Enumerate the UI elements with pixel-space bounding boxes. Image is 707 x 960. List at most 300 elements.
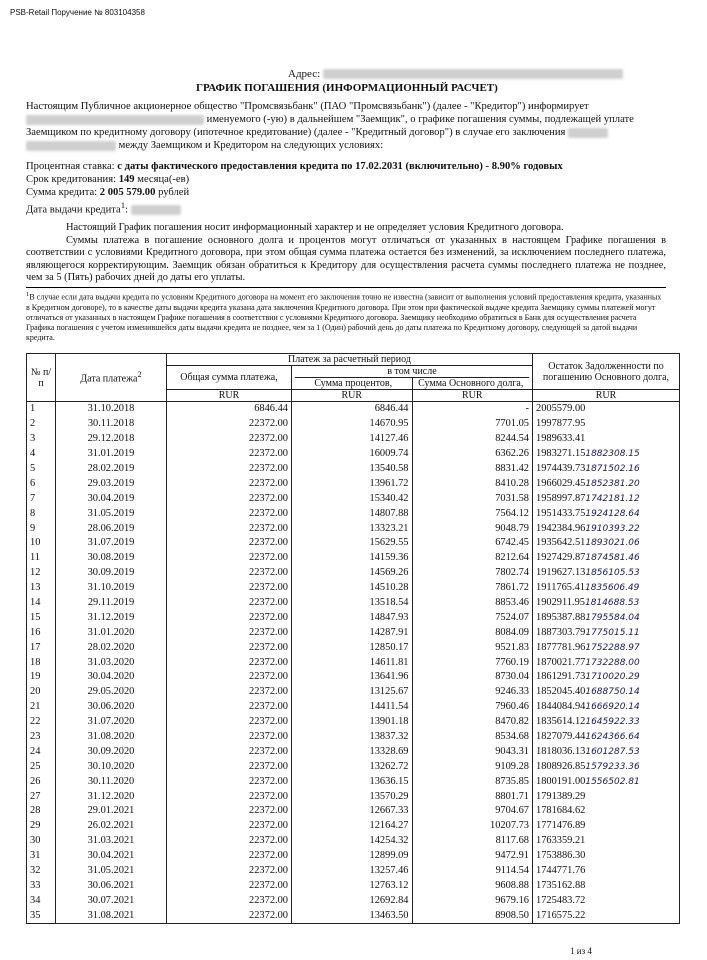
table-row (27, 908, 680, 923)
handwritten-balance-note: 1624366.64 (585, 732, 640, 743)
balance-value: 1974439.73 (536, 463, 586, 474)
total-payment: 22372.00 (167, 640, 292, 655)
col-date-footnote-mark: 2 (137, 370, 142, 380)
handwritten-balance-note: 1835606.49 (584, 583, 640, 594)
footnote-mark: 1 (26, 291, 30, 298)
balance-value: 1808926.85 (536, 760, 586, 772)
table-row (27, 685, 680, 700)
col-incl-header (292, 366, 533, 390)
payment-date: 30.04.2020 (56, 670, 167, 685)
payment-date: 30.11.2020 (56, 774, 167, 789)
total-payment: 22372.00 (167, 521, 292, 536)
payment-date: 31.05.2021 (56, 864, 167, 879)
table-row (27, 744, 680, 759)
principal-amount: 9048.79 (412, 521, 533, 536)
remaining-balance (533, 491, 680, 506)
payment-date: 31.07.2020 (56, 715, 167, 730)
table-row (27, 551, 680, 566)
handwritten-balance-note: 1579233.36 (585, 761, 640, 772)
term-value: 149 (118, 174, 135, 185)
amount-value: 2 005 579.00 (99, 187, 156, 198)
total-payment: 22372.00 (167, 491, 292, 506)
payment-date: 31.03.2021 (56, 834, 167, 849)
principal-amount: 7960.46 (412, 700, 533, 715)
payment-date: 28.02.2019 (56, 462, 167, 477)
interest-amount: 14670.95 (292, 417, 413, 432)
remaining-balance: 1763359.21 (533, 834, 680, 849)
interest-amount: 12692.84 (292, 893, 413, 908)
total-payment: 22372.00 (167, 476, 292, 491)
remaining-balance (533, 521, 680, 536)
payment-date: 28.06.2019 (56, 521, 167, 536)
remaining-balance: 2005579.00 (533, 402, 680, 417)
rate-row (26, 160, 563, 173)
intro-line-4 (26, 139, 666, 152)
remaining-balance: 1989633.41 (533, 432, 680, 447)
payment-date: 30.06.2021 (56, 879, 167, 894)
row-number: 12 (27, 566, 56, 581)
interest-amount: 13518.54 (292, 596, 413, 611)
total-payment: 22372.00 (167, 655, 292, 670)
payment-date: 31.08.2021 (56, 908, 167, 923)
interest-amount: 13328.69 (292, 744, 413, 759)
table-row (27, 521, 680, 536)
intro-block (26, 100, 666, 152)
term-label: Срок кредитования: (26, 174, 117, 185)
interest-amount: 14611.81 (292, 655, 413, 670)
total-payment: 22372.00 (167, 819, 292, 834)
principal-amount: 7701.05 (412, 417, 533, 432)
handwritten-balance-note: 1752288.97 (585, 642, 640, 653)
amount-unit: рублей (158, 187, 190, 198)
principal-amount: 9704.67 (412, 804, 533, 819)
row-number: 1 (27, 402, 56, 417)
handwritten-balance-note: 1856105.53 (585, 568, 640, 579)
row-number: 3 (27, 432, 56, 447)
balance-value: 1835614.12 (536, 716, 586, 728)
interest-amount: 14254.32 (292, 834, 413, 849)
row-number: 10 (27, 536, 56, 551)
interest-amount: 14847.93 (292, 610, 413, 625)
table-row (27, 789, 680, 804)
term-row (26, 173, 563, 186)
table-row (27, 864, 680, 879)
redacted-contract (568, 128, 608, 138)
table-row (27, 536, 680, 551)
table-row (27, 596, 680, 611)
total-payment: 22372.00 (167, 551, 292, 566)
balance-value: 1911765.41 (536, 582, 585, 594)
col-balance-header: Остаток Задолженности по погашению Основного долга, (533, 354, 680, 390)
footnote-body: В случае если дата выдачи кредита по условиям Кредитного договора на момент его заключения точно не известна (зависит от выполнения условий предоставления кредита, указанных в Кредитном договоре), то в качестве даты выдачи кредита указана дата заключения Кредитного договора. При этом при фактической выдаче кредита Заемщику суммы платежей могут отличаться от указанных в настоящем Графике погашения в соответствии с условиями Кредитного договора. Заемщику необходимо обратиться в Банк для осуществления расчета Графика погашения с учетом изменившейся даты выдачи кредита не позднее, чем за 1 (Один) рабочий день до даты платежа по Кредитному договору, следующей за датой выдачи кредита. (26, 292, 662, 342)
balance-value: 1844084.94 (536, 701, 586, 713)
table-row (27, 447, 680, 462)
col-incl-label: в том числе (295, 366, 529, 378)
total-payment: 22372.00 (167, 432, 292, 447)
row-number: 5 (27, 462, 56, 477)
interest-amount: 13125.67 (292, 685, 413, 700)
remaining-balance (533, 744, 680, 759)
table-row (27, 581, 680, 596)
interest-amount: 15629.55 (292, 536, 413, 551)
remaining-balance (533, 715, 680, 730)
row-number: 24 (27, 744, 56, 759)
principal-amount: 9679.16 (412, 893, 533, 908)
principal-amount: 9246.33 (412, 685, 533, 700)
handwritten-balance-note: 1910393.22 (585, 523, 640, 534)
principal-amount: 8212.64 (412, 551, 533, 566)
row-number: 8 (27, 506, 56, 521)
row-number: 4 (27, 447, 56, 462)
payment-date: 30.07.2021 (56, 893, 167, 908)
table-row (27, 476, 680, 491)
handwritten-balance-note: 1601287.53 (585, 746, 640, 757)
col-principal-currency: RUR (412, 390, 533, 402)
principal-amount: 6362.26 (412, 447, 533, 462)
principal-amount: 8735.85 (412, 774, 533, 789)
payment-date: 31.01.2020 (56, 625, 167, 640)
balance-value: 1877781.96 (536, 641, 586, 653)
table-row (27, 432, 680, 447)
row-number: 30 (27, 834, 56, 849)
remaining-balance: 1771476.89 (533, 819, 680, 834)
interest-amount: 12763.12 (292, 879, 413, 894)
balance-value: 1951433.75 (536, 507, 586, 519)
total-payment: 22372.00 (167, 789, 292, 804)
row-number: 9 (27, 521, 56, 536)
principal-amount: 9521.83 (412, 640, 533, 655)
interest-amount: 13961.72 (292, 476, 413, 491)
balance-value: 1870021.77 (536, 656, 586, 668)
interest-amount: 13257.46 (292, 864, 413, 879)
handwritten-balance-note: 1874581.46 (585, 553, 640, 564)
remaining-balance (533, 462, 680, 477)
balance-value: 1800191.00 (536, 775, 586, 787)
row-number: 13 (27, 581, 56, 596)
principal-amount: 10207.73 (412, 819, 533, 834)
table-row (27, 730, 680, 745)
total-payment: 22372.00 (167, 581, 292, 596)
interest-amount: 13262.72 (292, 759, 413, 774)
remaining-balance (533, 700, 680, 715)
row-number: 34 (27, 893, 56, 908)
row-number: 23 (27, 730, 56, 745)
row-number: 6 (27, 476, 56, 491)
redacted-borrower-name (26, 115, 204, 125)
total-payment: 22372.00 (167, 908, 292, 923)
total-payment: 22372.00 (167, 834, 292, 849)
total-payment: 22372.00 (167, 730, 292, 745)
table-row (27, 610, 680, 625)
total-payment: 22372.00 (167, 879, 292, 894)
total-payment: 22372.00 (167, 610, 292, 625)
col-date-label: Дата платежа (80, 373, 138, 385)
total-payment: 22372.00 (167, 447, 292, 462)
payment-date: 30.06.2020 (56, 700, 167, 715)
intro-line-2 (26, 113, 666, 126)
row-number: 35 (27, 908, 56, 923)
total-payment: 22372.00 (167, 804, 292, 819)
total-payment: 22372.00 (167, 506, 292, 521)
remaining-balance: 1753886.30 (533, 849, 680, 864)
principal-amount: 9114.54 (412, 864, 533, 879)
payment-date: 31.08.2020 (56, 730, 167, 745)
col-num-header: № п/п (27, 354, 56, 402)
interest-amount: 13636.15 (292, 774, 413, 789)
payment-date: 29.01.2021 (56, 804, 167, 819)
principal-amount: 8117.68 (412, 834, 533, 849)
row-number: 21 (27, 700, 56, 715)
redacted-borrower-short (26, 141, 116, 151)
balance-value: 1927429.87 (536, 552, 586, 564)
principal-amount: 8801.71 (412, 789, 533, 804)
remaining-balance (533, 774, 680, 789)
row-number: 19 (27, 670, 56, 685)
table-row (27, 417, 680, 432)
row-number: 20 (27, 685, 56, 700)
handwritten-balance-note: 1688750.14 (585, 687, 640, 698)
principal-amount: 9608.88 (412, 879, 533, 894)
total-payment: 22372.00 (167, 744, 292, 759)
handwritten-balance-note: 1852381.20 (585, 478, 640, 489)
remaining-balance: 1735162.88 (533, 879, 680, 894)
total-payment: 22372.00 (167, 596, 292, 611)
interest-amount: 14807.88 (292, 506, 413, 521)
handwritten-balance-note: 1882308.15 (585, 449, 640, 460)
interest-amount: 15340.42 (292, 491, 413, 506)
handwritten-balance-note: 1924128.64 (585, 508, 640, 519)
total-payment: 22372.00 (167, 700, 292, 715)
principal-amount: 8410.28 (412, 476, 533, 491)
table-row (27, 700, 680, 715)
remaining-balance: 1725483.72 (533, 893, 680, 908)
interest-amount: 14510.28 (292, 581, 413, 596)
col-interest-header: Сумма процентов, (295, 378, 413, 389)
principal-amount: 8853.46 (412, 596, 533, 611)
payment-date: 26.02.2021 (56, 819, 167, 834)
interest-amount: 12164.27 (292, 819, 413, 834)
balance-value: 1827079.44 (536, 731, 586, 743)
table-row (27, 849, 680, 864)
total-payment: 22372.00 (167, 670, 292, 685)
balance-value: 1942384.96 (536, 522, 586, 534)
rate-value: с даты фактического предоставления кредита по 17.02.2031 (включительно) - 8.90% годовых (117, 161, 563, 172)
interest-amount: 14287.91 (292, 625, 413, 640)
interest-amount: 14159.36 (292, 551, 413, 566)
term-unit: месяца(-ев) (137, 174, 190, 185)
rate-label: Процентная ставка: (26, 161, 115, 172)
row-number: 17 (27, 640, 56, 655)
principal-amount: - (412, 402, 533, 417)
payment-date: 30.04.2021 (56, 849, 167, 864)
payment-date: 31.03.2020 (56, 655, 167, 670)
table-row (27, 715, 680, 730)
balance-value: 1861291.73 (536, 671, 586, 683)
col-balance-currency: RUR (533, 390, 680, 402)
balance-value: 1958997.87 (536, 492, 586, 504)
payment-date: 30.09.2019 (56, 566, 167, 581)
remaining-balance (533, 447, 680, 462)
order-header: PSB-Retail Поручение № 803104358 (10, 8, 145, 17)
interest-amount: 13540.58 (292, 462, 413, 477)
interest-amount: 14127.46 (292, 432, 413, 447)
payment-date: 30.11.2018 (56, 417, 167, 432)
remaining-balance (533, 476, 680, 491)
payment-date: 31.01.2019 (56, 447, 167, 462)
table-row (27, 774, 680, 789)
table-row (27, 506, 680, 521)
balance-value: 1852045.40 (536, 686, 586, 698)
principal-amount: 7524.07 (412, 610, 533, 625)
row-number: 18 (27, 655, 56, 670)
interest-amount: 13323.21 (292, 521, 413, 536)
footnote-text (26, 290, 666, 343)
row-number: 11 (27, 551, 56, 566)
balance-value: 1919627.13 (536, 567, 586, 579)
footnote (26, 287, 666, 343)
table-row (27, 402, 680, 417)
total-payment: 6846.44 (167, 402, 292, 417)
principal-amount: 9043.31 (412, 744, 533, 759)
date-footnote-mark: 1 (120, 200, 126, 210)
interest-amount: 12899.09 (292, 849, 413, 864)
total-payment: 22372.00 (167, 774, 292, 789)
payment-date: 30.10.2020 (56, 759, 167, 774)
payment-date: 28.02.2020 (56, 640, 167, 655)
table-row (27, 879, 680, 894)
remaining-balance (533, 551, 680, 566)
remaining-balance (533, 536, 680, 551)
remaining-balance (533, 596, 680, 611)
table-row (27, 491, 680, 506)
payment-schedule-table (26, 353, 680, 924)
table-row (27, 819, 680, 834)
principal-amount: 7802.74 (412, 566, 533, 581)
payment-date: 31.10.2018 (56, 402, 167, 417)
notice-block (26, 222, 666, 285)
remaining-balance (533, 581, 680, 596)
total-payment: 22372.00 (167, 536, 292, 551)
balance-value: 1983271.15 (536, 448, 586, 460)
balance-value: 1935642.51 (536, 537, 586, 549)
notice-p1: Настоящий График погашения носит информационный характер и не определяет условия Кредитного договора. (66, 222, 564, 233)
intro-line-3 (26, 126, 666, 139)
interest-amount: 13901.18 (292, 715, 413, 730)
principal-amount: 8908.50 (412, 908, 533, 923)
remaining-balance (533, 759, 680, 774)
interest-amount: 13641.96 (292, 670, 413, 685)
interest-amount: 14569.26 (292, 566, 413, 581)
total-payment: 22372.00 (167, 417, 292, 432)
remaining-balance (533, 610, 680, 625)
row-number: 14 (27, 596, 56, 611)
payment-date: 30.09.2020 (56, 744, 167, 759)
remaining-balance (533, 730, 680, 745)
handwritten-balance-note: 1666920.14 (585, 702, 640, 713)
total-payment: 22372.00 (167, 849, 292, 864)
handwritten-balance-note: 1732288.00 (585, 657, 640, 668)
payment-date: 31.12.2020 (56, 789, 167, 804)
payment-date: 29.05.2020 (56, 685, 167, 700)
handwritten-balance-note: 1710020.29 (585, 672, 640, 683)
remaining-balance (533, 640, 680, 655)
total-payment: 22372.00 (167, 685, 292, 700)
col-total-header: Общая сумма платежа, (167, 366, 292, 390)
table-row (27, 462, 680, 477)
remaining-balance (533, 566, 680, 581)
handwritten-balance-note: 1893021.06 (585, 538, 640, 549)
principal-amount: 9109.28 (412, 759, 533, 774)
row-number: 33 (27, 879, 56, 894)
col-group-header: Платеж за расчетный период (167, 354, 533, 366)
row-number: 31 (27, 849, 56, 864)
remaining-balance (533, 506, 680, 521)
row-number: 2 (27, 417, 56, 432)
payment-date: 31.12.2019 (56, 610, 167, 625)
principal-amount: 8084.09 (412, 625, 533, 640)
redacted-address (323, 69, 623, 79)
total-payment: 22372.00 (167, 462, 292, 477)
intro-line-1: Настоящим Публичное акционерное общество "Промсвязьбанк" (ПАО "Промсвязьбанк") (далее - "Кредитор") информирует (26, 101, 589, 112)
total-payment: 22372.00 (167, 715, 292, 730)
principal-amount: 8534.68 (412, 730, 533, 745)
row-number: 25 (27, 759, 56, 774)
intro-line-2-text: именуемого (-ую) в дальнейшем "Заемщик", о графике погашения суммы, подлежащей уплате (206, 114, 634, 125)
table-row (27, 655, 680, 670)
handwritten-balance-note: 1742181.12 (585, 493, 640, 504)
table-row (27, 893, 680, 908)
interest-amount: 6846.44 (292, 402, 413, 417)
intro-line-4-text: между Заемщиком и Кредитором на следующих условиях: (118, 140, 384, 151)
page-title: ГРАФИК ПОГАШЕНИЯ (ИНФОРМАЦИОННЫЙ РАСЧЕТ) (196, 82, 498, 94)
date-row: Дата выдачи кредита$^1$: (26, 199, 563, 217)
total-payment: 22372.00 (167, 864, 292, 879)
col-sub-headers (295, 378, 529, 389)
handwritten-balance-note: 1871502.16 (585, 464, 640, 474)
principal-amount: 7861.72 (412, 581, 533, 596)
balance-value: 1966029.45 (536, 477, 586, 489)
row-number: 15 (27, 610, 56, 625)
remaining-balance (533, 655, 680, 670)
handwritten-balance-note: 1814688.53 (584, 598, 640, 609)
principal-amount: 8244.54 (412, 432, 533, 447)
col-total-currency: RUR (167, 390, 292, 402)
interest-amount: 14411.54 (292, 700, 413, 715)
payment-date: 29.03.2019 (56, 476, 167, 491)
remaining-balance: 1716575.22 (533, 908, 680, 923)
row-number: 28 (27, 804, 56, 819)
address-label: Адрес: (288, 68, 321, 80)
principal-amount: 8831.42 (412, 462, 533, 477)
intro-line-3-text: Заемщиком по кредитному договору (ипотечное кредитование) (далее - "Кредитный договор") в случае его заключения (26, 127, 566, 138)
table-body (27, 402, 680, 924)
loan-params (26, 160, 563, 217)
remaining-balance (533, 685, 680, 700)
total-payment: 22372.00 (167, 566, 292, 581)
handwritten-balance-note: 1645922.33 (585, 717, 640, 728)
handwritten-balance-note: 1775015.11 (585, 627, 640, 638)
handwritten-balance-note: 1795584.04 (585, 612, 640, 623)
interest-amount: 12667.33 (292, 804, 413, 819)
principal-amount: 7564.12 (412, 506, 533, 521)
table-row (27, 640, 680, 655)
row-number: 26 (27, 774, 56, 789)
total-payment: 22372.00 (167, 625, 292, 640)
balance-value: 1818036.13 (536, 745, 586, 757)
table-row (27, 566, 680, 581)
table-row (27, 670, 680, 685)
row-number: 32 (27, 864, 56, 879)
